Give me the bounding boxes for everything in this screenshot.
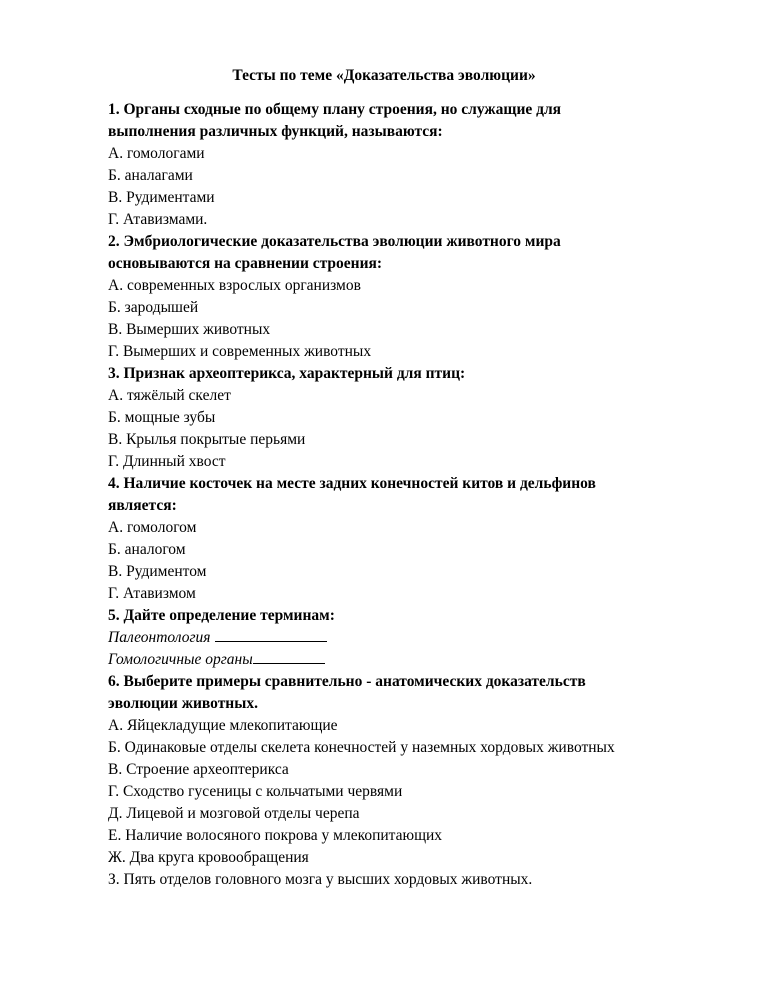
answer-blank-1[interactable]: [215, 627, 327, 642]
question-6-option-b: Б. Одинаковые отделы скелета конечностей у наземных хордовых животных: [108, 739, 615, 756]
question-3-option-b: Б. мощные зубы: [108, 409, 216, 426]
question-4-option-d: Г. Атавизмом: [108, 585, 196, 602]
question-5-term-row-1: [108, 627, 728, 649]
question-4-text-line-1: 4. Наличие косточек на месте задних конечностей китов и дельфинов: [108, 475, 596, 492]
question-6-option-d: Г. Сходство гусеницы с кольчатыми червями: [108, 783, 403, 800]
question-6-option-f: Е. Наличие волосяного покрова у млекопитающих: [108, 827, 443, 844]
question-5-term-row-2: [108, 649, 728, 671]
question-list: [108, 99, 728, 891]
question-6-text-line-2: эволюции животных.: [108, 695, 258, 712]
question-2-text-line-1: 2. Эмбриологические доказательства эволюции животного мира: [108, 233, 561, 250]
question-2-option-b: Б. зародышей: [108, 299, 199, 316]
question-2-text-line-2: основываются на сравнении строения:: [108, 255, 383, 272]
question-6-option-e: Д. Лицевой и мозговой отделы черепа: [108, 805, 360, 822]
question-5-term-1: Палеонтология: [108, 629, 211, 646]
question-1-text-line-1: 1. Органы сходные по общему плану строения, но служащие для: [108, 101, 562, 118]
question-5-text-line-1: 5. Дайте определение терминам:: [108, 607, 335, 624]
question-1-option-b: Б. аналагами: [108, 167, 193, 184]
question-2-option-c: В. Вымерших животных: [108, 321, 271, 338]
question-4-option-c: В. Рудиментом: [108, 563, 207, 580]
question-6-option-h: З. Пять отделов головного мозга у высших хордовых животных.: [108, 871, 533, 888]
question-3-text-line-1: 3. Признак археоптерикса, характерный для птиц:: [108, 365, 466, 382]
question-1-option-c: В. Рудиментами: [108, 189, 215, 206]
question-2-option-d: Г. Вымерших и современных животных: [108, 343, 372, 360]
question-6-text-line-1: 6. Выберите примеры сравнительно - анатомических доказательств: [108, 673, 586, 690]
question-4-text-line-2: является:: [108, 497, 177, 514]
question-6-option-c: В. Строение археоптерикса: [108, 761, 289, 778]
question-1-option-d: Г. Атавизмами.: [108, 211, 208, 228]
answer-blank-2[interactable]: [253, 649, 325, 664]
question-5-term-2: Гомологичные органы: [108, 651, 253, 668]
question-1-text-line-2: выполнения различных функций, называются:: [108, 123, 443, 140]
question-1-option-a: А. гомологами: [108, 145, 205, 162]
question-3-option-a: А. тяжёлый скелет: [108, 387, 231, 404]
document-title: Тесты по теме «Доказательства эволюции»: [232, 67, 536, 84]
question-2-option-a: А. современных взрослых организмов: [108, 277, 361, 294]
question-6-option-a: А. Яйцекладущие млекопитающие: [108, 717, 338, 734]
question-4-option-b: Б. аналогом: [108, 541, 186, 558]
question-3-option-d: Г. Длинный хвост: [108, 453, 226, 470]
question-4-option-a: А. гомологом: [108, 519, 197, 536]
question-3-option-c: В. Крылья покрытые перьями: [108, 431, 306, 448]
question-6-option-g: Ж. Два круга кровообращения: [108, 849, 309, 866]
